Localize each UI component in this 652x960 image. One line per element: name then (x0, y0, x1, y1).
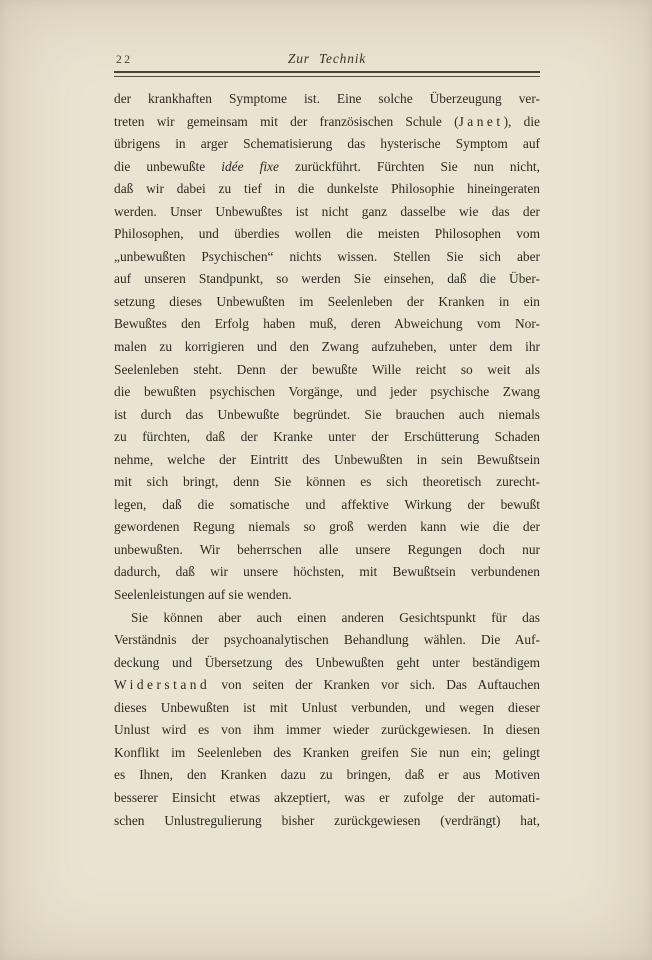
text-line: auf unseren Standpunkt, so werden Sie einsehen, daß die Über- (114, 271, 540, 287)
text-line: dieses Unbewußten ist mit Unlust verbunden, und wegen dieser (114, 699, 540, 715)
running-title: Zur Technik (287, 51, 367, 66)
text-line: die bewußten psychischen Vorgänge, und jeder psychische Zwang (114, 384, 540, 400)
header-rule-thick (114, 71, 540, 73)
text-line: Seelenleben steht. Denn der bewußte Wille reicht so weit als (114, 361, 540, 377)
text-line: schen Unlustregulierung bisher zurückgewiesen (verdrängt) hat, (114, 812, 540, 828)
text-line: der krankhaften Symptome ist. Eine solche Überzeugung ver- (114, 91, 540, 106)
text-line: werden. Unser Unbewußtes ist nicht ganz dasselbe wie das der (114, 203, 540, 219)
text-line: ist durch das Unbewußte begründet. Sie brauchen auch niemals (114, 406, 540, 422)
text-line: Konflikt im Seelenleben des Kranken greifen Sie nun ein; gelingt (114, 744, 540, 760)
text-line: setzung dieses Unbewußten im Seelenleben der Kranken in ein (114, 293, 540, 309)
page-number: 22 (116, 54, 133, 66)
text-line: Philosophen, und überdies wollen die meisten Philosophen vom (114, 226, 540, 242)
text-line: Bewußtes den Erfolg haben muß, deren Abweichung vom Nor- (114, 316, 540, 332)
text-line: dadurch, daß wir unsere höchsten, mit Bewußtsein verbundenen (114, 564, 540, 580)
header-rule-thin (114, 76, 540, 77)
text-line: Seelenleistungen auf sie wenden. (114, 587, 292, 603)
text-line: „unbewußten Psychischen“ nichts wissen. Stellen Sie sich aber (114, 248, 540, 264)
text-line: legen, daß die somatische und affektive Wirkung der bewußt (114, 496, 540, 512)
text-line: unbewußten. Wir beherrschen alle unsere Regungen doch nur (114, 541, 540, 557)
body-text (114, 88, 540, 832)
text-line: Widerstand von seiten der Kranken vor sich. Das Auftauchen (114, 677, 540, 693)
text-line: nehme, welche der Eintritt des Unbewußten in sein Bewußtsein (114, 451, 540, 467)
text-line: gewordenen Regung niemals so groß werden kann wie die der (114, 519, 540, 535)
text-line: malen zu korrigieren und den Zwang aufzuheben, unter dem ihr (114, 339, 540, 355)
text-line: deckung und Übersetzung des Unbewußten geht unter beständigem (114, 654, 540, 670)
text-line: mit sich bringt, denn Sie können es sich theoretisch zurecht- (114, 474, 540, 490)
text-line: daß wir dabei zu tief in die dunkelste Philosophie hineingeraten (114, 181, 540, 197)
text-line: besserer Einsicht etwas akzeptiert, was er zufolge der automati- (114, 789, 540, 805)
page-header (114, 51, 540, 69)
text-line: Sie können aber auch einen anderen Gesichtspunkt für das (131, 609, 540, 625)
text-line: treten wir gemeinsam mit der französischen Schule (Janet), die (114, 113, 540, 129)
text-line: zu fürchten, daß der Kranke unter der Erschütterung Schaden (114, 429, 540, 445)
text-line: Verständnis der psychoanalytischen Behandlung wählen. Die Auf- (114, 632, 540, 648)
text-line: übrigens in arger Schematisierung das hysterische Symptom auf (114, 136, 540, 152)
text-line: Unlust wird es von ihm immer wieder zurückgewiesen. In diesen (114, 722, 540, 738)
text-line: es Ihnen, den Kranken dazu zu bringen, daß er aus Motiven (114, 767, 540, 783)
text-line: die unbewußte idée fixe zurückführt. Fürchten Sie nun nicht, (114, 158, 541, 174)
